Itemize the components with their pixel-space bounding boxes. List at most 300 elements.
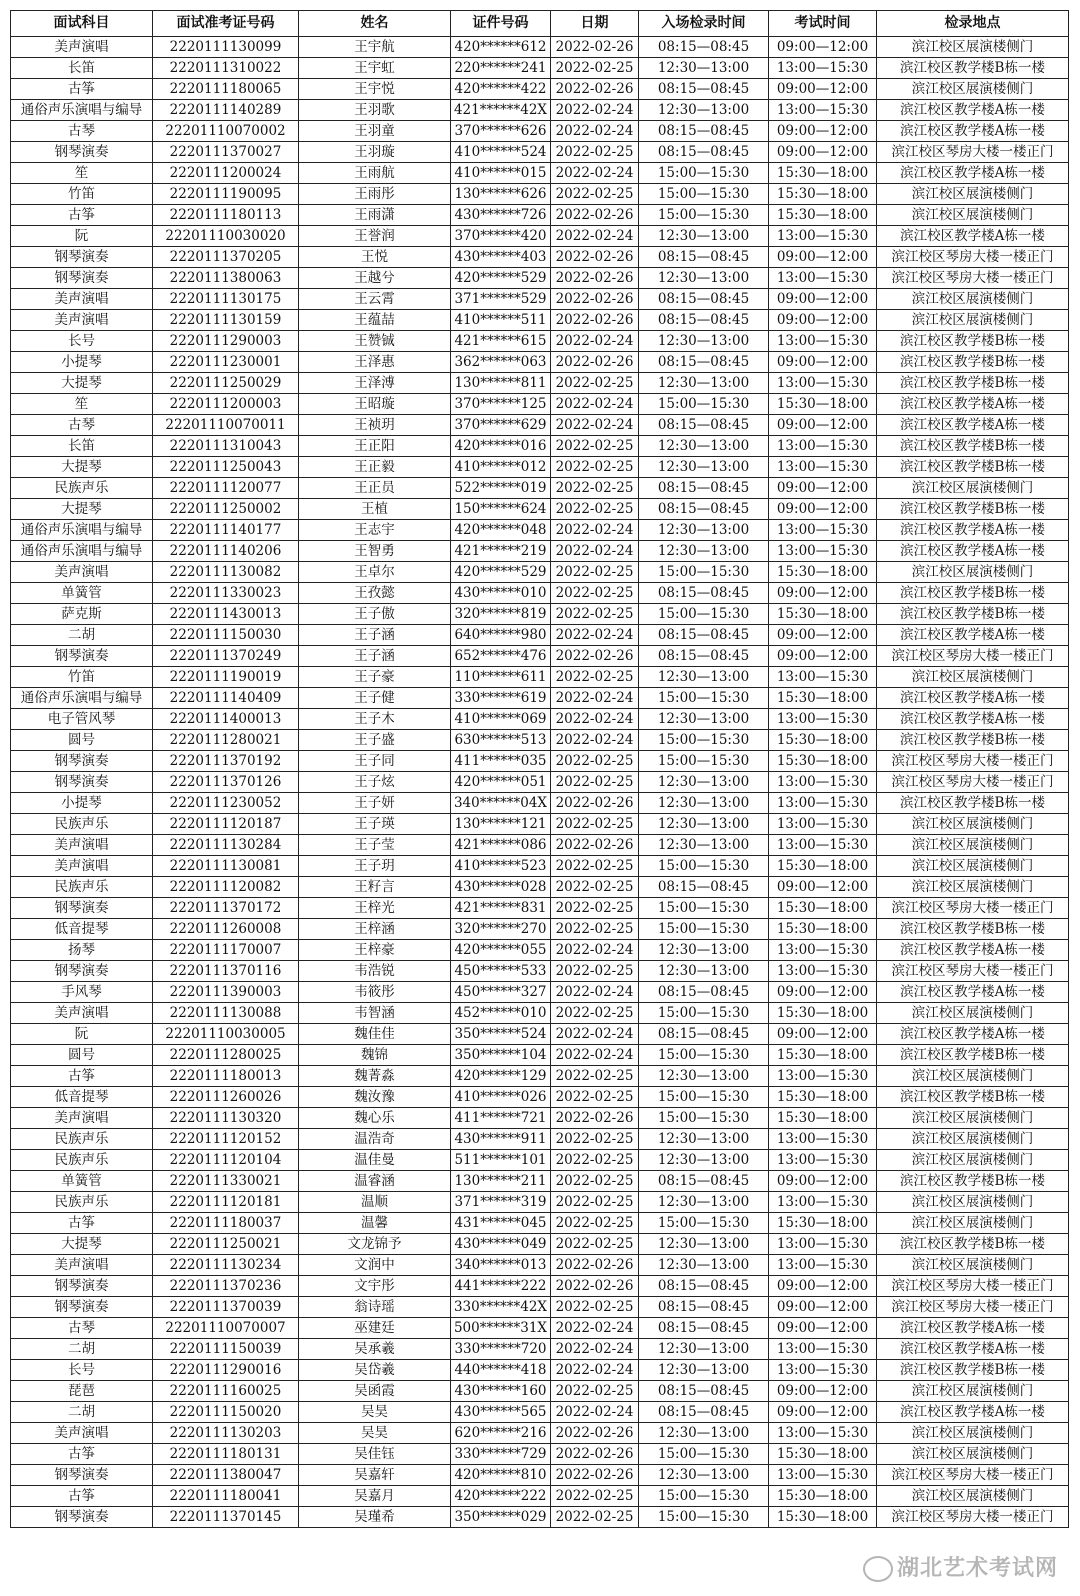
cell-date: 2022-02-25 (551, 1297, 639, 1318)
cell-checkin-location: 滨江校区教学楼B栋一楼 (877, 1087, 1069, 1108)
cell-admission-number: 2220111370039 (153, 1297, 299, 1318)
cell-name: 王子傲 (299, 604, 451, 625)
cell-checkin-location: 滨江校区展演楼侧门 (877, 79, 1069, 100)
cell-id-number: 371******319 (451, 1192, 551, 1213)
cell-name: 王子瑛 (299, 814, 451, 835)
cell-checkin-location: 滨江校区教学楼A栋一楼 (877, 688, 1069, 709)
cell-checkin-location: 滨江校区展演楼侧门 (877, 856, 1069, 877)
cell-exam-time: 09:00—12:00 (769, 1171, 877, 1192)
cell-id-number: 420******222 (451, 1486, 551, 1507)
cell-subject: 圆号 (11, 1045, 153, 1066)
cell-checkin-time: 12:30—13:00 (639, 331, 769, 352)
cell-id-number: 430******911 (451, 1129, 551, 1150)
cell-subject: 大提琴 (11, 373, 153, 394)
table-row (11, 730, 1069, 751)
cell-exam-time: 13:00—15:30 (769, 1339, 877, 1360)
cell-id-number: 130******121 (451, 814, 551, 835)
cell-date: 2022-02-26 (551, 1276, 639, 1297)
table-row (11, 436, 1069, 457)
cell-date: 2022-02-24 (551, 982, 639, 1003)
cell-exam-time: 15:30—18:00 (769, 604, 877, 625)
cell-admission-number: 2220111430013 (153, 604, 299, 625)
cell-date: 2022-02-26 (551, 289, 639, 310)
cell-admission-number: 2220111130234 (153, 1255, 299, 1276)
cell-admission-number: 2220111140409 (153, 688, 299, 709)
cell-date: 2022-02-25 (551, 1213, 639, 1234)
cell-subject: 钢琴演奏 (11, 898, 153, 919)
table-row (11, 1087, 1069, 1108)
cell-checkin-time: 12:30—13:00 (639, 667, 769, 688)
cell-admission-number: 22201110070002 (153, 121, 299, 142)
cell-date: 2022-02-25 (551, 478, 639, 499)
cell-name: 王子同 (299, 751, 451, 772)
cell-admission-number: 2220111180131 (153, 1444, 299, 1465)
cell-id-number: 420******048 (451, 520, 551, 541)
cell-id-number: 420******529 (451, 562, 551, 583)
cell-exam-time: 13:00—15:30 (769, 541, 877, 562)
cell-subject: 美声演唱 (11, 37, 153, 58)
cell-id-number: 330******729 (451, 1444, 551, 1465)
header-admission-number: 面试准考证号码 (153, 11, 299, 37)
cell-date: 2022-02-25 (551, 562, 639, 583)
cell-id-number: 421******086 (451, 835, 551, 856)
cell-name: 王宇虹 (299, 58, 451, 79)
table-row (11, 394, 1069, 415)
cell-date: 2022-02-25 (551, 751, 639, 772)
cell-checkin-location: 滨江校区展演楼侧门 (877, 289, 1069, 310)
table-row (11, 1171, 1069, 1192)
cell-id-number: 421******831 (451, 898, 551, 919)
cell-id-number: 410******069 (451, 709, 551, 730)
cell-id-number: 370******125 (451, 394, 551, 415)
header-row (11, 11, 1069, 37)
cell-checkin-location: 滨江校区琴房大楼一楼正门 (877, 751, 1069, 772)
cell-checkin-location: 滨江校区琴房大楼一楼正门 (877, 1297, 1069, 1318)
cell-date: 2022-02-25 (551, 1129, 639, 1150)
cell-name: 王赞铖 (299, 331, 451, 352)
table-row (11, 79, 1069, 100)
cell-exam-time: 15:30—18:00 (769, 856, 877, 877)
cell-checkin-location: 滨江校区教学楼B栋一楼 (877, 730, 1069, 751)
cell-exam-time: 15:30—18:00 (769, 394, 877, 415)
cell-exam-time: 09:00—12:00 (769, 121, 877, 142)
cell-subject: 通俗声乐演唱与编导 (11, 520, 153, 541)
cell-checkin-time: 12:30—13:00 (639, 1234, 769, 1255)
cell-exam-time: 15:30—18:00 (769, 1486, 877, 1507)
cell-id-number: 370******420 (451, 226, 551, 247)
cell-date: 2022-02-25 (551, 1171, 639, 1192)
cell-checkin-location: 滨江校区教学楼A栋一楼 (877, 982, 1069, 1003)
cell-name: 王蕴喆 (299, 310, 451, 331)
cell-checkin-location: 滨江校区教学楼A栋一楼 (877, 394, 1069, 415)
cell-checkin-location: 滨江校区展演楼侧门 (877, 1444, 1069, 1465)
cell-id-number: 410******511 (451, 310, 551, 331)
cell-subject: 古琴 (11, 121, 153, 142)
cell-checkin-time: 12:30—13:00 (639, 1129, 769, 1150)
cell-admission-number: 2220111280025 (153, 1045, 299, 1066)
cell-checkin-time: 12:30—13:00 (639, 436, 769, 457)
cell-subject: 大提琴 (11, 499, 153, 520)
cell-checkin-time: 12:30—13:00 (639, 541, 769, 562)
cell-id-number: 420******422 (451, 79, 551, 100)
table-row (11, 58, 1069, 79)
cell-checkin-location: 滨江校区教学楼B栋一楼 (877, 58, 1069, 79)
cell-subject: 大提琴 (11, 1234, 153, 1255)
cell-checkin-time: 15:00—15:30 (639, 1087, 769, 1108)
cell-subject: 二胡 (11, 625, 153, 646)
cell-date: 2022-02-25 (551, 1234, 639, 1255)
table-row (11, 310, 1069, 331)
cell-subject: 钢琴演奏 (11, 1297, 153, 1318)
cell-date: 2022-02-24 (551, 394, 639, 415)
cell-admission-number: 2220111120077 (153, 478, 299, 499)
cell-subject: 美声演唱 (11, 310, 153, 331)
cell-exam-time: 15:30—18:00 (769, 1213, 877, 1234)
cell-checkin-location: 滨江校区展演楼侧门 (877, 1129, 1069, 1150)
cell-exam-time: 13:00—15:30 (769, 1192, 877, 1213)
cell-name: 王子盛 (299, 730, 451, 751)
cell-checkin-time: 08:15—08:45 (639, 121, 769, 142)
table-row (11, 961, 1069, 982)
cell-exam-time: 15:30—18:00 (769, 1108, 877, 1129)
cell-name: 王泽惠 (299, 352, 451, 373)
cell-date: 2022-02-26 (551, 247, 639, 268)
cell-admission-number: 2220111370145 (153, 1507, 299, 1528)
cell-subject: 钢琴演奏 (11, 1276, 153, 1297)
cell-date: 2022-02-24 (551, 709, 639, 730)
exam-schedule-sheet (10, 10, 1068, 1528)
table-row (11, 562, 1069, 583)
cell-checkin-time: 12:30—13:00 (639, 709, 769, 730)
cell-id-number: 450******533 (451, 961, 551, 982)
cell-name: 王子涵 (299, 625, 451, 646)
cell-name: 王梓豪 (299, 940, 451, 961)
cell-subject: 美声演唱 (11, 1003, 153, 1024)
cell-admission-number: 22201110030005 (153, 1024, 299, 1045)
cell-checkin-location: 滨江校区教学楼A栋一楼 (877, 709, 1069, 730)
table-row (11, 100, 1069, 121)
table-row (11, 541, 1069, 562)
cell-exam-time: 13:00—15:30 (769, 961, 877, 982)
cell-date: 2022-02-25 (551, 1192, 639, 1213)
table-row (11, 667, 1069, 688)
cell-name: 王悦 (299, 247, 451, 268)
cell-checkin-location: 滨江校区教学楼B栋一楼 (877, 793, 1069, 814)
cell-exam-time: 13:00—15:30 (769, 667, 877, 688)
cell-subject: 民族声乐 (11, 1150, 153, 1171)
cell-date: 2022-02-24 (551, 1402, 639, 1423)
table-row (11, 583, 1069, 604)
cell-date: 2022-02-24 (551, 1318, 639, 1339)
cell-subject: 民族声乐 (11, 1129, 153, 1150)
cell-subject: 低音提琴 (11, 919, 153, 940)
cell-id-number: 130******811 (451, 373, 551, 394)
cell-checkin-location: 滨江校区展演楼侧门 (877, 1381, 1069, 1402)
cell-id-number: 130******211 (451, 1171, 551, 1192)
cell-exam-time: 13:00—15:30 (769, 772, 877, 793)
cell-id-number: 340******04X (451, 793, 551, 814)
cell-exam-time: 15:30—18:00 (769, 562, 877, 583)
cell-checkin-time: 08:15—08:45 (639, 415, 769, 436)
cell-admission-number: 2220111370205 (153, 247, 299, 268)
cell-name: 王智勇 (299, 541, 451, 562)
cell-id-number: 420******055 (451, 940, 551, 961)
table-row (11, 121, 1069, 142)
cell-exam-time: 13:00—15:30 (769, 709, 877, 730)
cell-admission-number: 2220111120104 (153, 1150, 299, 1171)
cell-exam-time: 13:00—15:30 (769, 940, 877, 961)
cell-checkin-location: 滨江校区教学楼A栋一楼 (877, 163, 1069, 184)
table-row (11, 373, 1069, 394)
cell-admission-number: 2220111250043 (153, 457, 299, 478)
cell-name: 吴承羲 (299, 1339, 451, 1360)
cell-checkin-time: 12:30—13:00 (639, 373, 769, 394)
cell-admission-number: 2220111250029 (153, 373, 299, 394)
cell-date: 2022-02-26 (551, 352, 639, 373)
table-row (11, 793, 1069, 814)
cell-checkin-time: 08:15—08:45 (639, 289, 769, 310)
table-row (11, 646, 1069, 667)
cell-checkin-time: 15:00—15:30 (639, 1213, 769, 1234)
cell-id-number: 420******051 (451, 772, 551, 793)
cell-subject: 阮 (11, 226, 153, 247)
cell-exam-time: 09:00—12:00 (769, 1318, 877, 1339)
cell-name: 温佳曼 (299, 1150, 451, 1171)
cell-checkin-location: 滨江校区教学楼A栋一楼 (877, 541, 1069, 562)
cell-subject: 古筝 (11, 1213, 153, 1234)
cell-admission-number: 2220111370172 (153, 898, 299, 919)
cell-date: 2022-02-26 (551, 835, 639, 856)
cell-subject: 萨克斯 (11, 604, 153, 625)
cell-exam-time: 09:00—12:00 (769, 289, 877, 310)
cell-checkin-time: 08:15—08:45 (639, 1276, 769, 1297)
cell-name: 王子妍 (299, 793, 451, 814)
cell-checkin-location: 滨江校区展演楼侧门 (877, 1255, 1069, 1276)
table-row (11, 1108, 1069, 1129)
cell-checkin-location: 滨江校区展演楼侧门 (877, 1150, 1069, 1171)
cell-id-number: 430******010 (451, 583, 551, 604)
cell-exam-time: 15:30—18:00 (769, 730, 877, 751)
table-row (11, 163, 1069, 184)
header-subject: 面试科目 (11, 11, 153, 37)
cell-admission-number: 2220111130082 (153, 562, 299, 583)
cell-date: 2022-02-26 (551, 205, 639, 226)
cell-exam-time: 15:30—18:00 (769, 688, 877, 709)
cell-checkin-location: 滨江校区展演楼侧门 (877, 1066, 1069, 1087)
cell-date: 2022-02-24 (551, 100, 639, 121)
cell-name: 王孜懿 (299, 583, 451, 604)
cell-subject: 钢琴演奏 (11, 142, 153, 163)
cell-id-number: 620******216 (451, 1423, 551, 1444)
cell-name: 王子莹 (299, 835, 451, 856)
cell-id-number: 330******619 (451, 688, 551, 709)
cell-checkin-location: 滨江校区琴房大楼一楼正门 (877, 898, 1069, 919)
cell-checkin-location: 滨江校区教学楼A栋一楼 (877, 940, 1069, 961)
cell-name: 吴昊 (299, 1402, 451, 1423)
cell-exam-time: 09:00—12:00 (769, 1276, 877, 1297)
cell-name: 韦筱彤 (299, 982, 451, 1003)
cell-id-number: 320******270 (451, 919, 551, 940)
cell-date: 2022-02-25 (551, 1507, 639, 1528)
cell-name: 王誉润 (299, 226, 451, 247)
cell-name: 王籽言 (299, 877, 451, 898)
cell-admission-number: 2220111200024 (153, 163, 299, 184)
cell-admission-number: 2220111180013 (153, 1066, 299, 1087)
cell-name: 王宇悦 (299, 79, 451, 100)
cell-checkin-location: 滨江校区展演楼侧门 (877, 1003, 1069, 1024)
cell-checkin-location: 滨江校区教学楼A栋一楼 (877, 121, 1069, 142)
cell-subject: 钢琴演奏 (11, 247, 153, 268)
cell-name: 王羽璇 (299, 142, 451, 163)
cell-checkin-time: 08:15—08:45 (639, 1318, 769, 1339)
cell-name: 温顺 (299, 1192, 451, 1213)
cell-checkin-time: 08:15—08:45 (639, 79, 769, 100)
cell-date: 2022-02-24 (551, 331, 639, 352)
cell-exam-time: 13:00—15:30 (769, 1465, 877, 1486)
cell-date: 2022-02-24 (551, 625, 639, 646)
cell-subject: 二胡 (11, 1339, 153, 1360)
table-row (11, 625, 1069, 646)
cell-admission-number: 2220111130088 (153, 1003, 299, 1024)
cell-subject: 通俗声乐演唱与编导 (11, 541, 153, 562)
cell-subject: 民族声乐 (11, 1192, 153, 1213)
cell-subject: 通俗声乐演唱与编导 (11, 100, 153, 121)
cell-admission-number: 2220111250021 (153, 1234, 299, 1255)
table-row (11, 1066, 1069, 1087)
wechat-icon (863, 1556, 893, 1582)
cell-checkin-location: 滨江校区展演楼侧门 (877, 1486, 1069, 1507)
cell-date: 2022-02-24 (551, 1339, 639, 1360)
cell-checkin-time: 15:00—15:30 (639, 730, 769, 751)
cell-exam-time: 15:30—18:00 (769, 184, 877, 205)
cell-name: 王祯玥 (299, 415, 451, 436)
cell-exam-time: 15:30—18:00 (769, 205, 877, 226)
cell-subject: 古筝 (11, 1444, 153, 1465)
cell-id-number: 430******049 (451, 1234, 551, 1255)
cell-checkin-time: 15:00—15:30 (639, 1045, 769, 1066)
table-body (11, 37, 1069, 1528)
cell-date: 2022-02-25 (551, 814, 639, 835)
cell-name: 王越兮 (299, 268, 451, 289)
cell-id-number: 410******026 (451, 1087, 551, 1108)
cell-id-number: 630******513 (451, 730, 551, 751)
cell-exam-time: 13:00—15:30 (769, 520, 877, 541)
cell-date: 2022-02-26 (551, 793, 639, 814)
cell-exam-time: 09:00—12:00 (769, 625, 877, 646)
cell-id-number: 430******403 (451, 247, 551, 268)
cell-checkin-location: 滨江校区展演楼侧门 (877, 37, 1069, 58)
cell-checkin-location: 滨江校区教学楼A栋一楼 (877, 415, 1069, 436)
cell-subject: 阮 (11, 1024, 153, 1045)
cell-name: 王卓尔 (299, 562, 451, 583)
cell-name: 王雨航 (299, 163, 451, 184)
cell-admission-number: 2220111260008 (153, 919, 299, 940)
table-row (11, 1444, 1069, 1465)
cell-checkin-location: 滨江校区展演楼侧门 (877, 1192, 1069, 1213)
cell-checkin-time: 15:00—15:30 (639, 394, 769, 415)
cell-admission-number: 2220111120152 (153, 1129, 299, 1150)
cell-admission-number: 2220111370027 (153, 142, 299, 163)
cell-admission-number: 2220111290003 (153, 331, 299, 352)
cell-admission-number: 2220111180113 (153, 205, 299, 226)
cell-date: 2022-02-25 (551, 856, 639, 877)
cell-subject: 低音提琴 (11, 1087, 153, 1108)
cell-checkin-time: 15:00—15:30 (639, 163, 769, 184)
cell-admission-number: 2220111120181 (153, 1192, 299, 1213)
table-row (11, 940, 1069, 961)
cell-id-number: 511******101 (451, 1150, 551, 1171)
table-row (11, 856, 1069, 877)
cell-date: 2022-02-24 (551, 121, 639, 142)
cell-exam-time: 15:30—18:00 (769, 1444, 877, 1465)
cell-name: 文龙锦予 (299, 1234, 451, 1255)
cell-id-number: 500******31X (451, 1318, 551, 1339)
cell-id-number: 440******418 (451, 1360, 551, 1381)
cell-checkin-time: 08:15—08:45 (639, 625, 769, 646)
table-row (11, 814, 1069, 835)
cell-admission-number: 2220111170007 (153, 940, 299, 961)
cell-admission-number: 2220111160025 (153, 1381, 299, 1402)
table-row (11, 142, 1069, 163)
cell-checkin-location: 滨江校区琴房大楼一楼正门 (877, 247, 1069, 268)
cell-id-number: 420******129 (451, 1066, 551, 1087)
cell-checkin-location: 滨江校区教学楼A栋一楼 (877, 520, 1069, 541)
cell-subject: 美声演唱 (11, 1255, 153, 1276)
cell-exam-time: 09:00—12:00 (769, 982, 877, 1003)
cell-subject: 钢琴演奏 (11, 772, 153, 793)
cell-checkin-time: 08:15—08:45 (639, 478, 769, 499)
cell-subject: 竹笛 (11, 667, 153, 688)
cell-id-number: 330******42X (451, 1297, 551, 1318)
cell-date: 2022-02-25 (551, 436, 639, 457)
cell-checkin-location: 滨江校区教学楼A栋一楼 (877, 1339, 1069, 1360)
cell-checkin-location: 滨江校区展演楼侧门 (877, 205, 1069, 226)
cell-checkin-time: 15:00—15:30 (639, 184, 769, 205)
cell-checkin-location: 滨江校区教学楼B栋一楼 (877, 583, 1069, 604)
cell-admission-number: 2220111370116 (153, 961, 299, 982)
cell-checkin-location: 滨江校区琴房大楼一楼正门 (877, 1507, 1069, 1528)
cell-exam-time: 15:30—18:00 (769, 163, 877, 184)
cell-exam-time: 13:00—15:30 (769, 1129, 877, 1150)
table-row (11, 1507, 1069, 1528)
cell-date: 2022-02-24 (551, 163, 639, 184)
cell-name: 文宇彤 (299, 1276, 451, 1297)
cell-admission-number: 2220111380047 (153, 1465, 299, 1486)
cell-admission-number: 2220111370249 (153, 646, 299, 667)
table-row (11, 1486, 1069, 1507)
cell-subject: 长笛 (11, 436, 153, 457)
cell-exam-time: 15:30—18:00 (769, 1087, 877, 1108)
cell-id-number: 430******565 (451, 1402, 551, 1423)
cell-admission-number: 2220111370236 (153, 1276, 299, 1297)
cell-checkin-location: 滨江校区教学楼B栋一楼 (877, 373, 1069, 394)
table-row (11, 835, 1069, 856)
cell-subject: 钢琴演奏 (11, 1507, 153, 1528)
cell-exam-time: 09:00—12:00 (769, 142, 877, 163)
cell-name: 王羽歌 (299, 100, 451, 121)
cell-exam-time: 09:00—12:00 (769, 646, 877, 667)
cell-name: 王子玥 (299, 856, 451, 877)
cell-id-number: 350******029 (451, 1507, 551, 1528)
cell-id-number: 330******720 (451, 1339, 551, 1360)
cell-checkin-time: 12:30—13:00 (639, 58, 769, 79)
cell-admission-number: 2220111370126 (153, 772, 299, 793)
cell-id-number: 420******810 (451, 1465, 551, 1486)
watermark (863, 1551, 1058, 1582)
table-row (11, 247, 1069, 268)
cell-id-number: 350******524 (451, 1024, 551, 1045)
cell-checkin-time: 12:30—13:00 (639, 1150, 769, 1171)
